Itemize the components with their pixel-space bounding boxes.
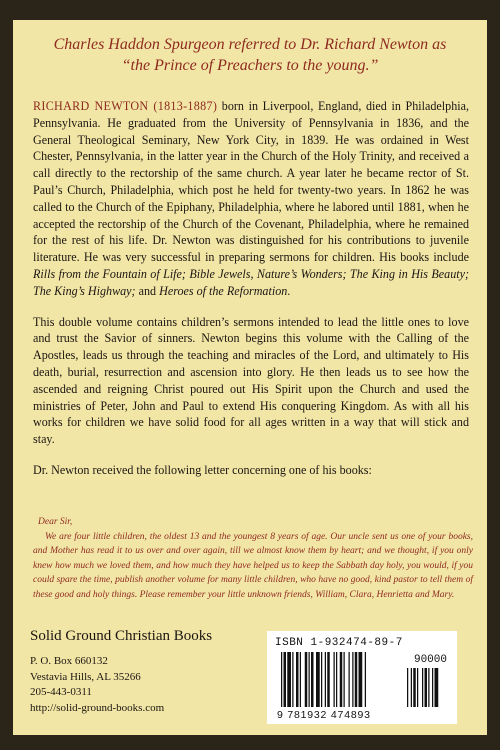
bio-end: . bbox=[287, 283, 291, 298]
book-title-last: Heroes of the Reformation bbox=[159, 283, 288, 298]
quote-line-1: Charles Haddon Spurgeon referred to Dr. Richard Newton as bbox=[53, 36, 447, 53]
bio-paragraph bbox=[33, 98, 469, 300]
description-paragraph: This double volume contains children’s sermons intended to lead the little ones to love and trust the Savior of sinners. Newton begins this volume with the Calling of the Apostles, leads us through the teaching and miracles of the Lord, and ultimately to His death, burial, resurrection and ascension into glory. He then leads us to see how the ascended and reigning Christ poured out His Spirit upon the Church and used the ministries of Peter, John and Paul to extend His conquering Kingdom. As with all his works for children we have solid food for all ages written in a way that will stick and stay. bbox=[33, 314, 469, 447]
barcode bbox=[267, 631, 457, 724]
publisher-name: Solid Ground Christian Books bbox=[30, 628, 213, 644]
publisher-info bbox=[30, 626, 250, 716]
main-text bbox=[33, 98, 469, 493]
publisher-city: Vestavia Hills, AL 35266 bbox=[30, 670, 141, 683]
letter-intro: Dr. Newton received the following letter concerning one of his books: bbox=[33, 462, 372, 477]
isbn-text: ISBN 1-932474-89-7 bbox=[275, 637, 403, 649]
letter-body: We are four little children, the oldest 13 and the youngest 8 years of age. Our uncle sent us one of your books, and Mother has read it to us over and over again, till we almost know them by heart; and we thought, if you only knew how much we loved them, and how much they have helped us to keep the Sabbath day holy, you would, if you could spare the time, publish another volume for many little children, who have no good, kind pastor to tell them of these good and holy things. Please remember your little unknown friends, William, Clara, Henrietta and Mary. bbox=[33, 531, 473, 600]
bio-text: born in Liverpool, England, died in Philadelphia, Pennsylvania. He graduated from the University of Pennsylvania in 1836, and the General Theological Seminary, New York City, in 1839. He was ordained in West Chester, Pennsylvania, in the latter year in the Church of the Holy Trinity, and received a call directly to the rectorship of the same church. A year later he became rector of St. Paul’s Church, Philadelphia, which post he held for twenty-two years. In 1862 he was called to the Church of the Epiphany, Philadelphia, where he labored until 1881, when he accepted the rectorship of the Church of the Covenant, Philadelphia, where he remained for the rest of his life. Dr. Newton was distinguished for his contributions to juvenile literature. He was very successful in preparing sermons for children. His books include bbox=[33, 99, 469, 265]
price-code: 90000 bbox=[413, 654, 447, 666]
back-cover bbox=[13, 20, 487, 735]
publisher-url: http://solid-ground-books.com bbox=[30, 701, 165, 714]
book-titles: Rills from the Fountain of Life; Bible Jewels, Nature’s Wonders; The King in His Beauty; The King’s Highway; bbox=[33, 266, 469, 298]
letter-greeting: Dear Sir, bbox=[38, 517, 73, 527]
spurgeon-quote bbox=[13, 34, 487, 76]
author-name: RICHARD NEWTON (1813-1887) bbox=[33, 99, 218, 113]
bio-and: and bbox=[135, 283, 160, 298]
publisher-phone: 205-443-0311 bbox=[30, 686, 92, 698]
ean-number: 9 781932 474893 bbox=[277, 709, 371, 721]
quote-line-2: “the Prince of Preachers to the young.” bbox=[121, 57, 379, 74]
publisher-po-box: P. O. Box 660132 bbox=[30, 655, 108, 667]
children-letter bbox=[33, 515, 473, 603]
